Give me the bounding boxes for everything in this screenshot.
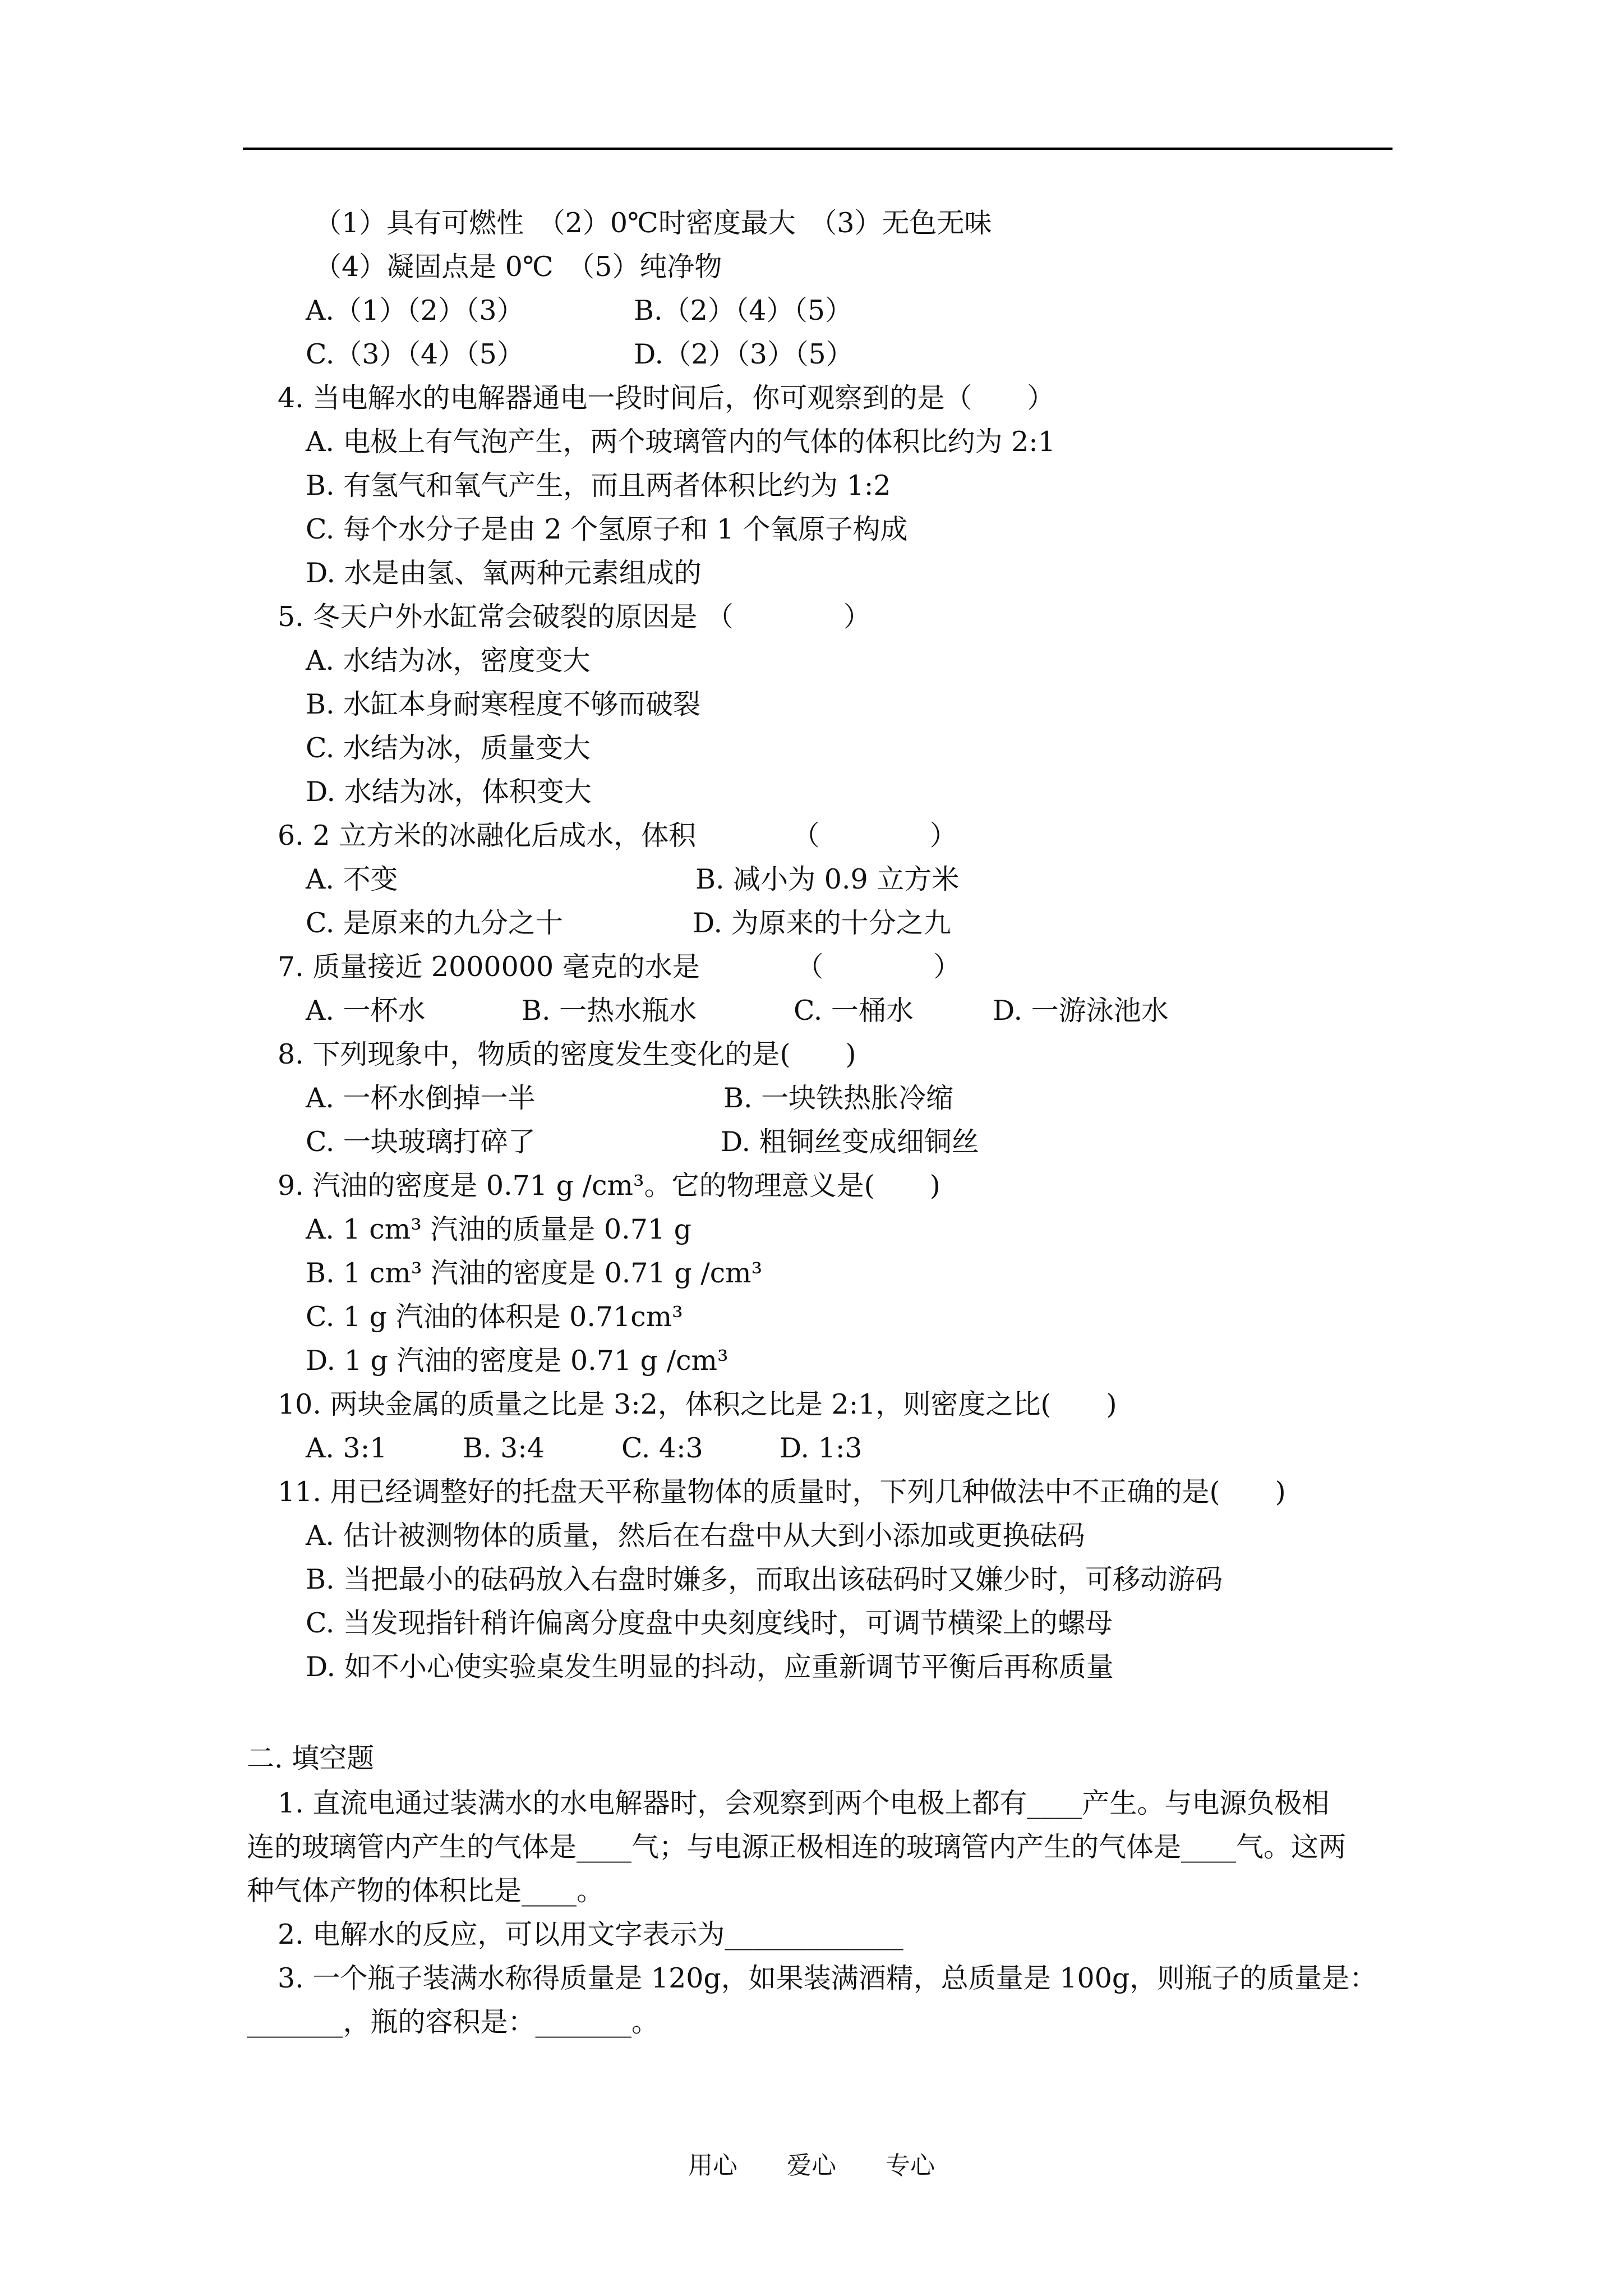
q4-stem: 4. 当电解水的电解器通电一段时间后，你可观察到的是（ ） [278,382,1055,414]
q7-option-c: C. 一桶水 [794,995,914,1027]
q10-option-c: C. 4:3 [621,1432,703,1464]
fill1-line3: 种气体产物的体积比是____。 [247,1875,605,1907]
q8-option-a: A. 一杯水倒掉一半 [306,1082,536,1114]
q4-option-c: C. 每个水分子是由 2 个氢原子和 1 个氧原子构成 [306,513,908,545]
q3-option-b: B.（2）（4）（5） [634,295,853,326]
q3-option-d: D.（2）（3）（5） [634,338,854,370]
q5-option-d: D. 水结为冰，体积变大 [306,776,592,808]
q11-stem: 11. 用已经调整好的托盘天平称量物体的质量时，下列几种做法中不正确的是( ) [278,1476,1286,1508]
q5-option-b: B. 水缸本身耐寒程度不够而破裂 [306,688,701,720]
q3-option-c: C.（3）（4）（5） [306,338,524,370]
q9-option-d: D. 1 g 汽油的密度是 0.71 g /cm³ [306,1345,728,1377]
fill1-line1: 1. 直流电通过装满水的水电解器时，会观察到两个电极上都有____产生。与电源负极相 [278,1787,1330,1819]
q7-stem: 7. 质量接近 2000000 毫克的水是 （ ） [278,951,961,983]
q11-option-a: A. 估计被测物体的质量，然后在右盘中从大到小添加或更换砝码 [306,1520,1085,1552]
q8-option-b: B. 一块铁热胀冷缩 [723,1082,954,1114]
q9-option-a: A. 1 cm³ 汽油的质量是 0.71 g [306,1213,692,1245]
q7-option-a: A. 一杯水 [306,995,426,1027]
q11-option-c: C. 当发现指针稍许偏离分度盘中央刻度线时，可调节横梁上的螺母 [306,1607,1113,1639]
q7-option-d: D. 一游泳池水 [993,995,1169,1027]
section2-heading: 二. 填空题 [247,1742,375,1774]
q8-option-d: D. 粗铜丝变成细铜丝 [721,1126,979,1158]
fill3-line2: _______，瓶的容积是：_______。 [247,2006,660,2038]
q9-option-c: C. 1 g 汽油的体积是 0.71cm³ [306,1301,683,1333]
q8-stem: 8. 下列现象中，物质的密度发生变化的是( ) [278,1038,856,1070]
q11-option-b: B. 当把最小的砝码放入右盘时嫌多，而取出该砝码时又嫌少时，可移动游码 [306,1563,1223,1595]
q5-stem: 5. 冬天户外水缸常会破裂的原因是 （ ） [278,601,871,633]
q10-option-d: D. 1:3 [780,1432,863,1464]
fill3-line1: 3. 一个瓶子装满水称得质量是 120g，如果装满酒精，总质量是 100g，则瓶子的质量是： [278,1962,1377,1994]
page-footer: 用心 爱心 专心 [688,2151,935,2180]
q3-items-line2: （4）凝固点是 0℃ （5）纯净物 [314,251,722,283]
q6-stem: 6. 2 立方米的冰融化后成水，体积 （ ） [278,820,957,852]
q5-option-c: C. 水结为冰，质量变大 [306,732,591,764]
q6-option-b: B. 减小为 0.9 立方米 [695,863,960,895]
q4-option-d: D. 水是由氢、氧两种元素组成的 [306,557,702,589]
q9-stem: 9. 汽油的密度是 0.71 g /cm³。它的物理意义是( ) [278,1170,940,1202]
fill2-line: 2. 电解水的反应，可以用文字表示为_____________ [278,1918,903,1950]
q9-option-b: B. 1 cm³ 汽油的密度是 0.71 g /cm³ [306,1257,763,1289]
q5-option-a: A. 水结为冰，密度变大 [306,645,591,677]
q10-option-a: A. 3:1 [306,1432,388,1464]
q8-option-c: C. 一块玻璃打碎了 [306,1126,536,1158]
header-rule [243,148,1393,150]
q4-option-a: A. 电极上有气泡产生，两个玻璃管内的气体的体积比约为 2:1 [306,426,1055,458]
fill1-line2: 连的玻璃管内产生的气体是____气；与电源正极相连的玻璃管内产生的气体是____气。这两 [247,1831,1347,1863]
q4-option-b: B. 有氢气和氧气产生，而且两者体积比约为 1:2 [306,470,891,501]
q3-items-line1: （1）具有可燃性 （2）0℃时密度最大 （3）无色无味 [314,207,992,239]
q10-stem: 10. 两块金属的质量之比是 3:2，体积之比是 2:1，则密度之比( ) [278,1388,1117,1420]
q6-option-d: D. 为原来的十分之九 [693,907,951,939]
q7-option-b: B. 一热水瓶水 [522,995,697,1027]
q3-option-a: A.（1）（2）（3） [306,295,524,326]
q6-option-a: A. 不变 [306,863,398,895]
q11-option-d: D. 如不小心使实验桌发生明显的抖动，应重新调节平衡后再称质量 [306,1651,1114,1683]
q6-option-c: C. 是原来的九分之十 [306,907,563,939]
q10-option-b: B. 3:4 [463,1432,545,1464]
